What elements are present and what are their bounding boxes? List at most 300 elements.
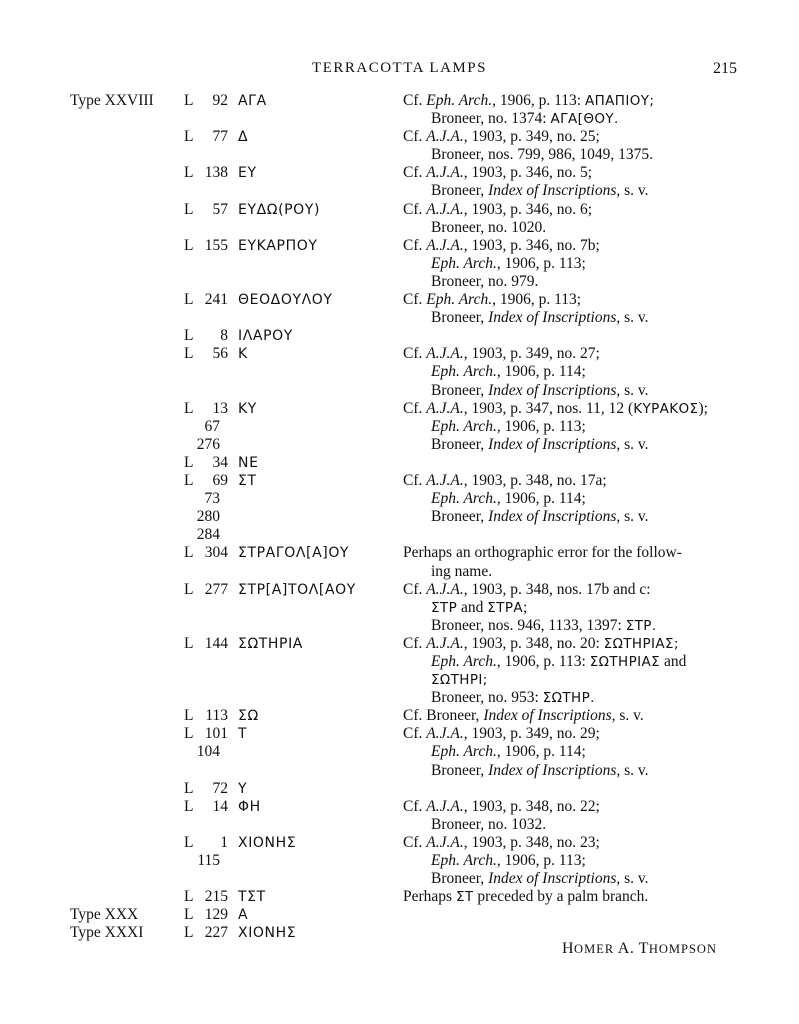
reference-text: , 1903, p. 348, no. 22; [463, 797, 600, 815]
reference-line [403, 834, 737, 852]
table-row [0, 725, 799, 779]
table-row [0, 544, 799, 580]
inscription-text: ΦΗ [238, 798, 261, 815]
lamp-number [184, 780, 228, 798]
table-row [0, 798, 799, 834]
table-row [0, 345, 799, 399]
lamp-prefix: L [184, 399, 194, 417]
reference-line [403, 128, 737, 146]
table-row [0, 472, 799, 544]
reference-text: Cf. [403, 345, 427, 363]
reference-text: Broneer, no. 1020. [431, 218, 547, 236]
lamp-number [184, 345, 228, 363]
type-label: Type XXX [70, 906, 139, 924]
reference-line [403, 617, 737, 635]
page-number: 215 [713, 60, 737, 77]
table-row [0, 327, 799, 345]
lamp-number [184, 798, 228, 816]
table-row [0, 164, 799, 200]
lamp-number-line [184, 345, 228, 363]
reference-text: Cf. [403, 580, 427, 598]
reference-line [403, 382, 737, 400]
reference-citation [403, 128, 737, 164]
reference-text: Cf. [403, 725, 427, 743]
reference-text: , 1906, p. 114; [496, 743, 586, 761]
reference-citation [403, 472, 737, 526]
lamp-number-line [184, 725, 228, 743]
lamp-catalog-number: 69 [212, 472, 228, 490]
reference-line [403, 237, 737, 255]
reference-citation [403, 725, 737, 779]
greek-inscription: ΣΤ [455, 889, 474, 906]
reference-text: A.J.A. [426, 164, 464, 182]
reference-line [403, 273, 737, 291]
reference-citation [403, 237, 737, 291]
lamp-number [184, 92, 228, 110]
reference-text: Broneer, nos. 946, 1133, 1397: [431, 616, 626, 634]
reference-line [403, 490, 737, 508]
reference-line [403, 436, 737, 454]
reference-text: , 1903, p. 348, no. 20: [463, 634, 604, 652]
table-row [0, 454, 799, 472]
lamp-number-line [184, 780, 228, 798]
reference-line [403, 418, 737, 436]
reference-text: A.J.A. [426, 128, 464, 146]
reference-text: ); [698, 399, 708, 417]
reference-text: , s. v. [616, 761, 649, 779]
lamp-prefix: L [184, 236, 194, 254]
inscription-text: ΣΤ [238, 473, 257, 490]
lamp-prefix: L [184, 580, 194, 598]
reference-citation [403, 635, 737, 707]
reference-text: A.J.A. [426, 580, 464, 598]
inscription-text: Τ [238, 726, 248, 743]
lamp-prefix: L [184, 707, 194, 725]
lamp-number-line [184, 906, 228, 924]
inscription-text: ΕΥΚΑΡΠΟΥ [238, 237, 318, 254]
lamp-catalog-number: 277 [204, 580, 228, 598]
inscription-text: ΚΥ [238, 400, 257, 417]
reference-text: Broneer, [431, 182, 489, 200]
table-row [0, 201, 799, 237]
reference-line [403, 345, 737, 363]
lamp-catalog-number: 113 [205, 707, 228, 725]
lamp-prefix: L [184, 345, 194, 363]
lamp-number [184, 544, 228, 562]
reference-text: , 1906, p. 114; [496, 363, 586, 381]
lamp-catalog-number: 155 [204, 236, 228, 254]
reference-text: Broneer, no. 1032. [431, 815, 547, 833]
reference-text: A.J.A. [426, 634, 464, 652]
reference-text: , 1906, p. 113; [496, 254, 586, 272]
lamp-number [184, 635, 228, 653]
greek-inscription: ΣΩΤΗΡ. [542, 690, 595, 707]
lamp-catalog-number: 101 [204, 725, 228, 743]
reference-text: Perhaps an orthographic error for the follow- [403, 544, 682, 562]
greek-inscription: ΑΓΑ[ΘΟΥ. [550, 111, 619, 128]
reference-citation [403, 291, 737, 327]
reference-line [403, 508, 737, 526]
lamp-catalog-number: 73 [204, 490, 220, 508]
lamp-number [184, 834, 228, 870]
table-row [0, 780, 799, 798]
lamp-number [184, 201, 228, 219]
reference-citation [403, 888, 737, 906]
lamp-prefix: L [184, 453, 194, 471]
reference-text: , 1903, p. 348, no. 23; [463, 833, 600, 851]
lamp-number [184, 128, 228, 146]
reference-text: , s. v. [616, 309, 649, 327]
lamp-number-line [184, 798, 228, 816]
reference-line [403, 164, 737, 182]
lamp-number-line [184, 327, 228, 345]
inscription-text: ΘΕΟΔΟΥΛΟΥ [238, 292, 333, 309]
lamp-catalog-number: 14 [212, 797, 228, 815]
lamp-prefix: L [184, 472, 194, 490]
reference-line [403, 563, 737, 581]
reference-text: , s. v. [611, 707, 644, 725]
reference-text: Broneer, [431, 761, 489, 779]
lamp-prefix: L [184, 544, 194, 562]
lamp-number [184, 906, 228, 924]
reference-citation [403, 164, 737, 200]
reference-line [403, 182, 737, 200]
reference-line [403, 219, 737, 237]
lamp-catalog-number: 92 [212, 92, 228, 109]
inscription-text: ΤΣΤ [238, 889, 266, 906]
reference-text: , 1903, p. 346, no. 7b; [463, 236, 600, 254]
inscription-text: ΣΤΡ[Α]ΤΟΛ[ΑΟΥ [238, 581, 356, 598]
greek-inscription: ΚΥΡΑΚΟΣ [633, 400, 699, 417]
inscription-text: ΧΙΟΝΗΣ [238, 925, 297, 942]
lamp-number-line [184, 472, 228, 490]
reference-text: Cf. [403, 128, 427, 146]
reference-text: Index of Inscriptions [488, 182, 617, 200]
reference-text: A.J.A. [426, 236, 464, 254]
inscription-text: ΣΩΤΗΡΙΑ [238, 635, 303, 652]
lamp-number-line [184, 454, 228, 472]
lamp-number [184, 400, 228, 454]
lamp-prefix: L [184, 924, 194, 942]
inscription-text: ΙΛΑΡΟΥ [238, 328, 293, 345]
lamp-number-line [184, 888, 228, 906]
lamp-number-line [184, 237, 228, 255]
reference-text: preceded by a palm branch. [473, 888, 649, 906]
greek-inscription: ΣΩΤΗΡΙΑΣ; [603, 635, 679, 652]
reference-text: , 1903, p. 349, no. 29; [463, 725, 600, 743]
reference-text: , s. v. [616, 508, 649, 526]
lamp-number-line [184, 128, 228, 146]
reference-text: Broneer, [431, 309, 489, 327]
inscription-text: ΣΤΡΑΓΟΛ[Α]ΟΥ [238, 545, 350, 562]
lamp-number [184, 327, 228, 345]
lamp-catalog-number: 56 [212, 345, 228, 363]
lamp-number-line [184, 164, 228, 182]
reference-text: Index of Inscriptions [488, 381, 617, 399]
lamp-number-line [184, 490, 228, 508]
inscription-text: ΧΙΟΝΗΣ [238, 834, 297, 851]
reference-text: Eph. Arch. [431, 652, 497, 670]
inscription-table [0, 92, 799, 943]
reference-text: Broneer, [431, 508, 489, 526]
reference-citation [403, 345, 737, 399]
greek-inscription: ΣΤΡ [431, 599, 458, 616]
lamp-catalog-number: 284 [196, 526, 220, 544]
reference-text: and [660, 652, 687, 670]
lamp-catalog-number: 129 [204, 906, 228, 924]
lamp-number [184, 472, 228, 544]
reference-text: Cf. [403, 200, 427, 218]
reference-text: Broneer, [431, 870, 489, 888]
greek-inscription: ΑΠΑΠΙΟΥ; [584, 93, 655, 109]
author-signature: HOMER A. THOMPSON [561, 940, 717, 957]
lamp-catalog-number: 13 [212, 399, 228, 417]
reference-line [403, 291, 737, 309]
reference-line [403, 472, 737, 490]
reference-text: , 1906, p. 113: [496, 652, 590, 670]
reference-citation [403, 92, 737, 128]
lamp-prefix: L [184, 200, 194, 218]
lamp-catalog-number: 72 [212, 779, 228, 797]
reference-line [403, 363, 737, 381]
reference-text: , 1903, p. 346, no. 5; [463, 164, 593, 182]
reference-text: Eph. Arch. [426, 291, 493, 309]
reference-text: Broneer, [431, 435, 489, 453]
reference-citation [403, 707, 737, 725]
reference-line [403, 255, 737, 273]
reference-text: , s. v. [616, 435, 649, 453]
reference-line [403, 146, 737, 164]
reference-text: , 1903, p. 348, nos. 17b and c: [463, 580, 651, 598]
inscription-text: Δ [238, 129, 249, 146]
reference-text: , 1903, p. 349, no. 25; [463, 128, 600, 146]
inscription-text: ΑΓΑ [238, 93, 267, 109]
reference-line [403, 400, 737, 418]
reference-text: , 1906, p. 113; [492, 291, 582, 309]
inscription-text: ΕΥ [238, 165, 257, 182]
reference-text: , s. v. [616, 870, 649, 888]
reference-text: Cf. [403, 291, 427, 309]
greek-inscription: ΣΤΡΑ [487, 599, 524, 616]
reference-text: ; [523, 598, 528, 616]
lamp-number-line [184, 834, 228, 852]
lamp-number [184, 237, 228, 255]
lamp-number [184, 581, 228, 599]
reference-text: A.J.A. [426, 200, 464, 218]
running-head-title: TERRACOTTA LAMPS [312, 60, 487, 76]
table-row [0, 128, 799, 164]
reference-text: , 1906, p. 114; [496, 490, 586, 508]
inscription-text: ΣΩ [238, 708, 259, 725]
reference-line [403, 599, 737, 617]
type-label: Type XXXI [70, 924, 144, 942]
reference-line [403, 581, 737, 599]
reference-text: Index of Inscriptions [488, 870, 617, 888]
lamp-prefix: L [184, 725, 194, 743]
reference-text: , 1903, p. 349, no. 27; [463, 345, 600, 363]
table-row [0, 635, 799, 707]
reference-text: , 1903, p. 348, no. 17a; [463, 472, 607, 490]
reference-text: Eph. Arch. [431, 743, 497, 761]
lamp-number [184, 888, 228, 906]
table-row [0, 707, 799, 725]
reference-text: A.J.A. [426, 797, 464, 815]
lamp-catalog-number: 8 [220, 327, 228, 345]
reference-text: Broneer, no. 953: [431, 689, 543, 707]
lamp-catalog-number: 57 [212, 200, 228, 218]
reference-text: Cf. [403, 164, 427, 182]
lamp-number-line [184, 508, 228, 526]
table-row [0, 834, 799, 888]
lamp-number-line [184, 418, 228, 436]
reference-text: Index of Inscriptions [488, 761, 617, 779]
reference-line [403, 798, 737, 816]
lamp-catalog-number: 138 [204, 164, 228, 182]
lamp-number-line [184, 635, 228, 653]
lamp-number [184, 725, 228, 761]
lamp-number [184, 291, 228, 309]
reference-citation [403, 400, 737, 454]
reference-text: Broneer, no. 1374: [431, 110, 551, 128]
lamp-prefix: L [184, 634, 194, 652]
lamp-catalog-number: 304 [204, 544, 228, 562]
reference-line [403, 92, 737, 110]
reference-line [403, 201, 737, 219]
reference-line [403, 852, 737, 870]
reference-text: Index of Inscriptions [483, 707, 612, 725]
lamp-catalog-number: 115 [197, 852, 220, 870]
reference-citation [403, 581, 737, 635]
reference-text: Perhaps [403, 888, 456, 906]
reference-text: , 1906, p. 113; [496, 852, 586, 870]
reference-text: Index of Inscriptions [488, 508, 617, 526]
lamp-prefix: L [184, 888, 194, 906]
lamp-catalog-number: 77 [212, 128, 228, 146]
reference-text: Index of Inscriptions [488, 435, 617, 453]
table-row [0, 92, 799, 128]
table-row [0, 888, 799, 906]
lamp-number-line [184, 581, 228, 599]
lamp-prefix: L [184, 833, 194, 851]
reference-text: A.J.A. [426, 833, 464, 851]
lamp-number-line [184, 544, 228, 562]
table-row [0, 400, 799, 454]
lamp-catalog-number: 276 [196, 435, 220, 453]
reference-citation [403, 544, 737, 580]
reference-line [403, 888, 737, 906]
reference-citation [403, 201, 737, 237]
reference-text: A.J.A. [426, 345, 464, 363]
reference-text: ing name. [431, 562, 493, 580]
reference-text: Broneer, no. 979. [431, 272, 539, 290]
greek-inscription: ΣΩΤΗΡΙ; [431, 672, 488, 689]
reference-text: Eph. Arch. [431, 490, 497, 508]
reference-text: Cf. [403, 92, 427, 109]
reference-text: Broneer, nos. 799, 986, 1049, 1375. [431, 146, 653, 164]
reference-line [403, 743, 737, 761]
reference-line [403, 762, 737, 780]
inscription-text: ΝΕ [238, 454, 259, 471]
reference-text: Eph. Arch. [431, 363, 497, 381]
reference-text: Cf. [403, 797, 427, 815]
lamp-catalog-number: 34 [212, 453, 228, 471]
lamp-number-line [184, 852, 228, 870]
reference-text: , 1906, p. 113: [492, 92, 585, 109]
lamp-number-line [184, 291, 228, 309]
inscription-text: Α [238, 907, 249, 924]
inscription-text: ΕΥΔΩ(ΡΟΥ) [238, 201, 321, 218]
lamp-number [184, 924, 228, 942]
reference-line [403, 635, 737, 653]
reference-line [403, 725, 737, 743]
reference-text: , 1906, p. 113; [496, 417, 586, 435]
inscription-text: Κ [238, 346, 248, 363]
reference-text: Index of Inscriptions [488, 309, 617, 327]
lamp-number-line [184, 436, 228, 454]
lamp-number-line [184, 526, 228, 544]
reference-line [403, 816, 737, 834]
reference-line [403, 309, 737, 327]
table-row [0, 291, 799, 327]
lamp-number [184, 164, 228, 182]
reference-text: Eph. Arch. [426, 92, 493, 109]
lamp-prefix: L [184, 92, 194, 109]
lamp-number [184, 454, 228, 472]
reference-line [403, 870, 737, 888]
reference-line [403, 544, 737, 562]
lamp-catalog-number: 215 [204, 888, 228, 906]
lamp-prefix: L [184, 327, 194, 345]
lamp-number-line [184, 924, 228, 942]
reference-text: Eph. Arch. [431, 852, 497, 870]
table-row [0, 581, 799, 635]
lamp-number-line [184, 743, 228, 761]
table-row [0, 906, 799, 924]
reference-text: A.J.A. [426, 472, 464, 490]
reference-text: Broneer, [431, 381, 489, 399]
reference-citation [403, 798, 737, 834]
reference-text: , 1903, p. 347, nos. 11, 12 ( [463, 399, 634, 417]
reference-text: , 1903, p. 346, no. 6; [463, 200, 593, 218]
type-label: Type XXVIII [70, 92, 154, 109]
greek-inscription: ΣΩΤΗΡΙΑΣ [589, 653, 661, 670]
lamp-catalog-number: 227 [204, 924, 228, 942]
reference-line [403, 671, 737, 689]
reference-text: A.J.A. [426, 725, 464, 743]
reference-text: Eph. Arch. [431, 417, 497, 435]
reference-text: , s. v. [616, 182, 649, 200]
lamp-prefix: L [184, 797, 194, 815]
reference-text: Eph. Arch. [431, 254, 497, 272]
lamp-number [184, 707, 228, 725]
reference-text: Cf. [403, 236, 427, 254]
table-row [0, 237, 799, 291]
reference-text: A.J.A. [426, 399, 464, 417]
lamp-number-line [184, 201, 228, 219]
reference-citation [403, 834, 737, 888]
reference-text: and [457, 598, 488, 616]
reference-text: Cf. [403, 833, 427, 851]
lamp-prefix: L [184, 128, 194, 146]
lamp-catalog-number: 241 [204, 291, 228, 309]
lamp-prefix: L [184, 906, 194, 924]
lamp-catalog-number: 144 [204, 634, 228, 652]
greek-inscription: ΣΤΡ. [625, 617, 657, 634]
reference-text: Cf. [403, 634, 427, 652]
reference-line [403, 707, 737, 725]
reference-text: , s. v. [616, 381, 649, 399]
reference-line [403, 110, 737, 128]
